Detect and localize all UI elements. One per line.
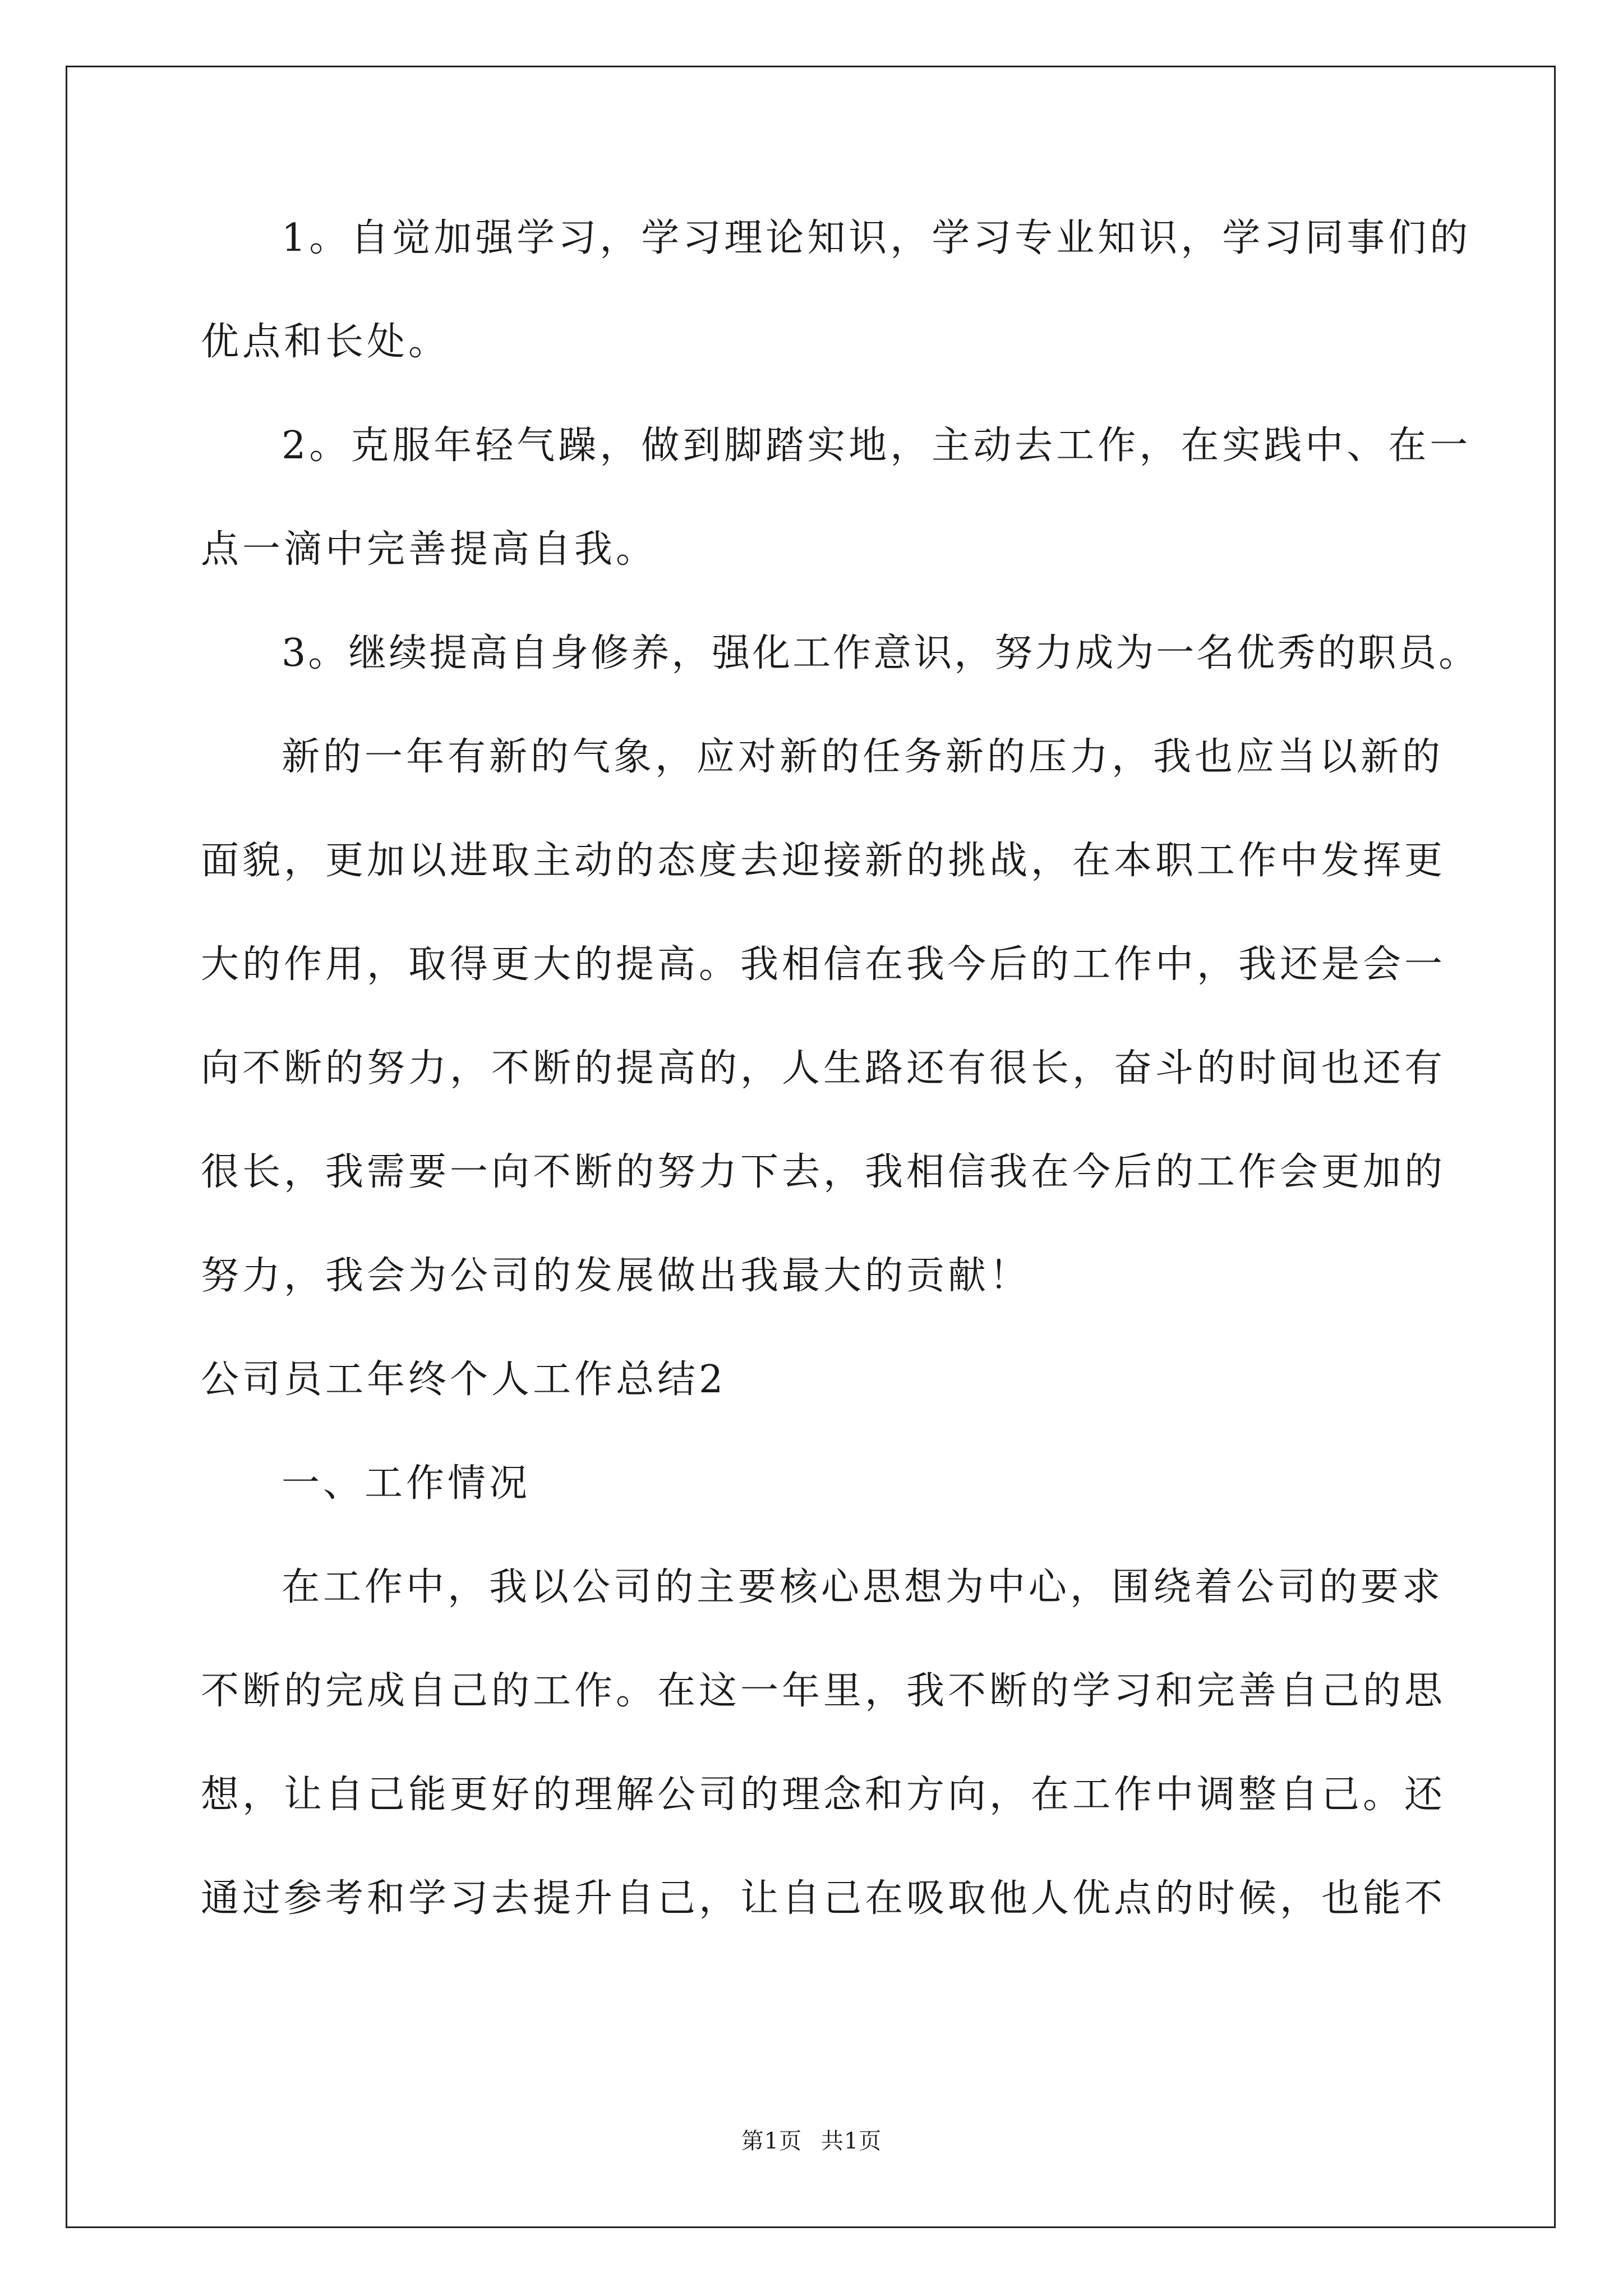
paragraph-line: 大的作用，取得更大的提高。我相信在我今后的工作中，我还是会一	[201, 942, 1446, 987]
paragraph-line: 不断的完成自己的工作。在这一年里，我不断的学习和完善自己的思	[201, 1669, 1446, 1713]
paragraph-line: 很长，我需要一向不断的努力下去，我相信我在今后的工作会更加的	[201, 1150, 1446, 1194]
paragraph-line: 新的一年有新的气象，应对新的任务新的压力，我也应当以新的	[282, 735, 1444, 779]
paragraph-line: 想，让自己能更好的理解公司的理念和方向，在工作中调整自己。还	[201, 1773, 1446, 1817]
page-footer	[0, 2123, 1623, 2155]
paragraph-line: 点一滴中完善提高自我。	[201, 527, 658, 572]
paragraph-line: 向不断的努力，不断的提高的，人生路还有很长，奋斗的时间也还有	[201, 1046, 1446, 1091]
paragraph-line: 2。克服年轻气躁，做到脚踏实地，主动去工作，在实践中、在一	[282, 424, 1472, 468]
subsection-heading: 一、工作情况	[282, 1461, 531, 1506]
paragraph-line: 努力，我会为公司的发展做出我最大的贡献！	[201, 1254, 1031, 1298]
section-heading: 公司员工年终个人工作总结2	[201, 1358, 727, 1402]
paragraph-line: 3。继续提高自身修养，强化工作意识，努力成为一名优秀的职员。	[282, 631, 1479, 675]
paragraph-line: 在工作中，我以公司的主要核心思想为中心，围绕着公司的要求	[282, 1565, 1444, 1609]
paragraph-line: 优点和长处。	[201, 320, 450, 364]
paragraph-line: 通过参考和学习去提升自己，让自己在吸取他人优点的时候，也能不	[201, 1876, 1446, 1921]
paragraph-line: 1。自觉加强学习，学习理论知识，学习专业知识，学习同事们的	[282, 216, 1472, 260]
page-total: 共1页	[820, 2128, 882, 2154]
paragraph-line: 面貌，更加以进取主动的态度去迎接新的挑战，在本职工作中发挥更	[201, 839, 1446, 883]
page-number: 第1页	[741, 2128, 803, 2154]
